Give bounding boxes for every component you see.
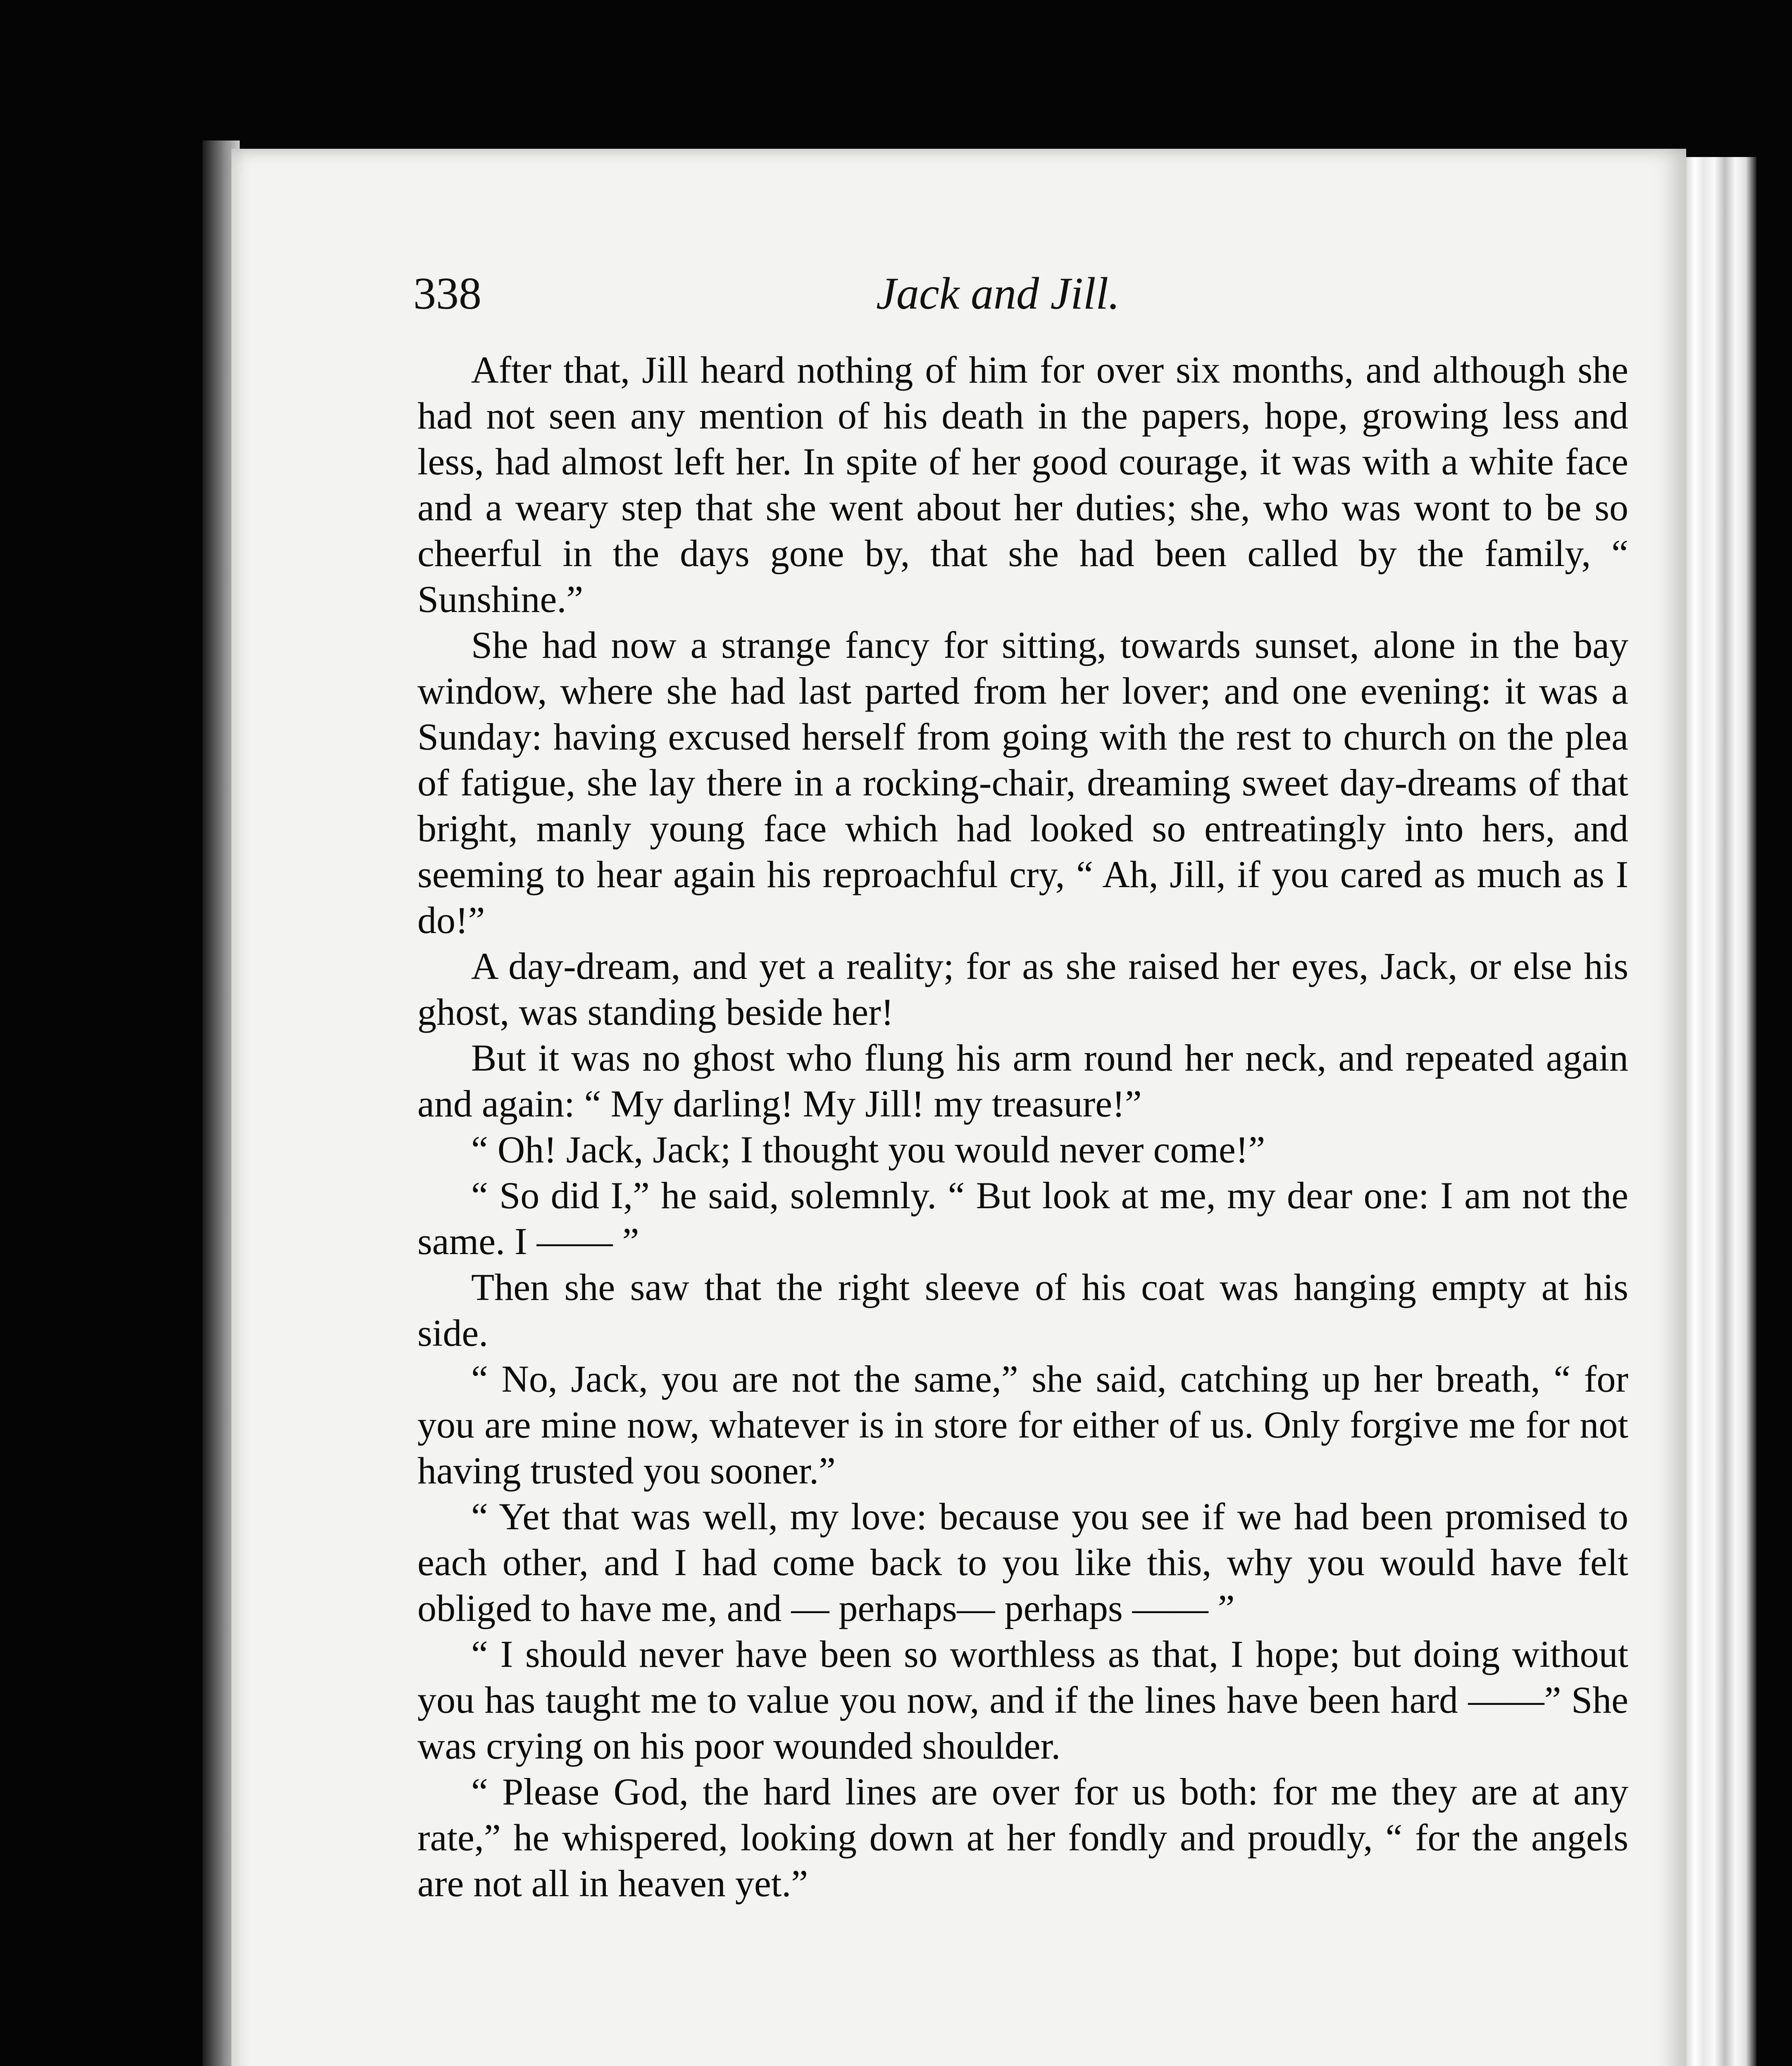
body-text (417, 347, 1628, 1907)
paragraph: “ Please God, the hard lines are over for us both: for me they are at any rate,” he whispered, looking down at her fondly and proudly, “ for the angels are not all in heaven yet.” (417, 1771, 1628, 1904)
paragraph: “ Yet that was well, my love: because you see if we had been promised to each other, and I had come back to you like this, why you would have felt obliged to have me, and — perhaps— perhaps —— ” (417, 1495, 1628, 1629)
paragraph: “ I should never have been so worthless as that, I hope; but doing without you has taught me to value you now, and if the lines have been hard ——” She was crying on his poor wounded shoulder. (417, 1633, 1628, 1767)
page-edges (1686, 157, 1756, 2066)
paragraph: “ Oh! Jack, Jack; I thought you would never come!” (471, 1128, 1265, 1171)
running-title: Jack and Jill. (876, 268, 1120, 319)
paragraph: But it was no ghost who flung his arm round her neck, and repeated again and again: “ My darling! My Jill! my treasure!” (417, 1037, 1628, 1125)
page-number: 338 (413, 268, 481, 319)
paragraph: “ No, Jack, you are not the same,” she said, catching up her breath, “ for you are mine now, whatever is in store for either of us. Only forgive me for not having trusted you sooner.” (417, 1358, 1628, 1492)
paragraph: “ So did I,” he said, solemnly. “ But look at me, my dear one: I am not the same. I —— ” (417, 1174, 1628, 1262)
paragraph: Then she saw that the right sleeve of his coat was hanging empty at his side. (417, 1266, 1628, 1354)
paragraph: After that, Jill heard nothing of him for over six months, and although she had not seen any mention of his death in the papers, hope, growing less and less, had almost left her. In spite of her good courage, it was with a white face and a weary step that she went about her duties; she, who was wont to be so cheerful in the days gone by, that she had been called by the family, “ Sunshine.” (417, 349, 1628, 620)
paragraph: She had now a strange fancy for sitting, towards sunset, alone in the bay window, where she had last parted from her lover; and one evening: it was a Sunday: having excused herself from going with the rest to church on the plea of fatigue, she lay there in a rocking-chair, dreaming sweet day-dreams of that bright, manly young face which had looked so entreatingly into hers, and seeming to hear again his reproachful cry, “ Ah, Jill, if you cared as much as I do!” (417, 624, 1628, 941)
paragraph: A day-dream, and yet a reality; for as she raised her eyes, Jack, or else his ghost, was standing beside her! (417, 945, 1628, 1033)
running-head (413, 260, 1628, 326)
